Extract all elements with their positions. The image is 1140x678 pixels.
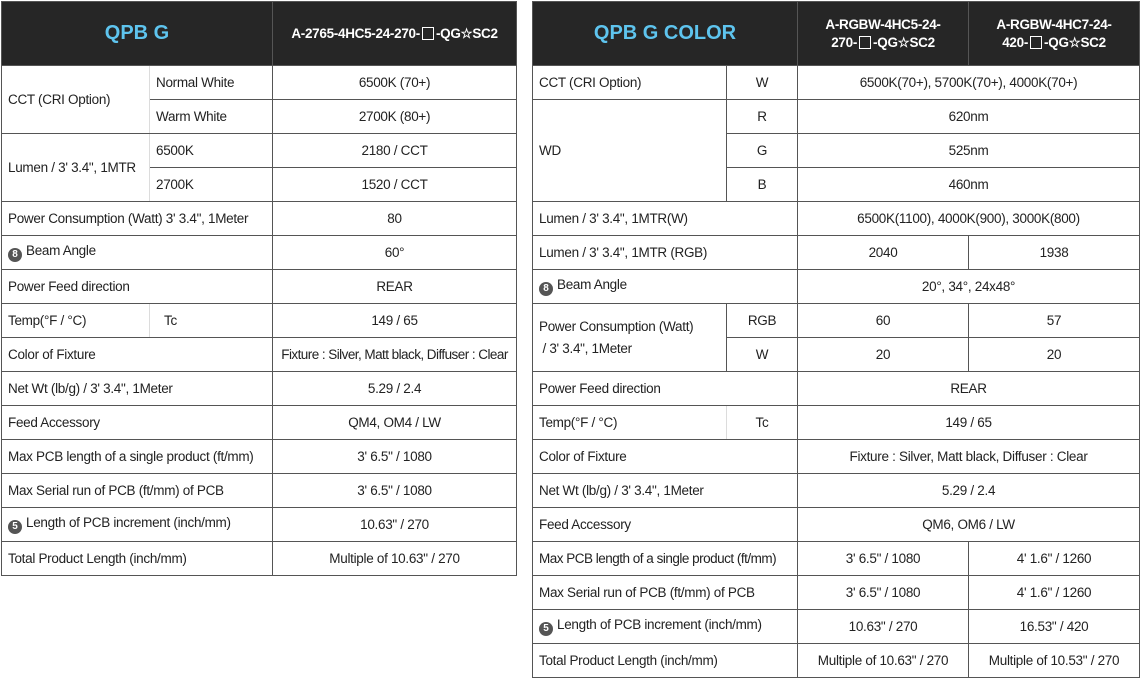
spec-value: Multiple of 10.63" / 270 [273, 542, 517, 576]
number-8-badge-icon: 8 [8, 248, 22, 262]
spec-label: Feed Accessory [533, 508, 798, 542]
table-row [533, 100, 1140, 134]
spec-label: CCT (CRI Option) [533, 66, 727, 100]
spec-label: Total Product Length (inch/mm) [2, 542, 273, 576]
spec-label: Lumen / 3' 3.4", 1MTR(W) [533, 202, 798, 236]
spec-value: 3' 6.5" / 1080 [798, 542, 969, 576]
spec-value: 3' 6.5" / 1080 [273, 474, 517, 508]
number-8-badge-icon: 8 [539, 282, 553, 296]
table-row [2, 542, 517, 576]
table-row [533, 304, 1140, 338]
spec-label-text: Length of PCB increment (inch/mm) [26, 515, 231, 530]
number-5-badge-icon: 5 [8, 520, 22, 534]
spec-value: 57 [969, 304, 1140, 338]
number-5-badge-icon: 5 [539, 622, 553, 636]
spec-sublabel: 2700K [150, 168, 273, 202]
spec-value: Fixture : Silver, Matt black, Diffuser : Clear [273, 338, 517, 372]
table-row [2, 406, 517, 440]
product-code-line1: A-RGBW-4HC5-24- [825, 16, 941, 32]
spec-value: REAR [798, 372, 1140, 406]
spec-label: Color of Fixture [533, 440, 798, 474]
spec-sublabel [150, 304, 273, 338]
spec-value: QM4, OM4 / LW [273, 406, 517, 440]
spec-value: 620nm [798, 100, 1140, 134]
table-row [2, 474, 517, 508]
table-header-row [2, 2, 517, 66]
spec-label [533, 304, 727, 372]
spec-value: Multiple of 10.63" / 270 [798, 644, 969, 678]
spec-label: Max Serial run of PCB (ft/mm) of PCB [2, 474, 273, 508]
spec-label: Temp(°F / °C) [533, 406, 727, 440]
product-code-suffix: -QG☆SC2 [435, 25, 498, 41]
spec-value: 80 [273, 202, 517, 236]
spec-label [533, 610, 798, 644]
spec-value: 5.29 / 2.4 [273, 372, 517, 406]
product-code-suffix: -QG☆SC2 [873, 34, 935, 50]
spec-value: 4' 1.6" / 1260 [969, 542, 1140, 576]
spec-value: 149 / 65 [273, 304, 517, 338]
spec-value: 2040 [798, 236, 969, 270]
spec-value: 10.63" / 270 [273, 508, 517, 542]
product-code-prefix: 420- [1002, 34, 1029, 50]
spec-value: 6500K(70+), 5700K(70+), 4000K(70+) [798, 66, 1140, 100]
spec-sublabel: W [727, 66, 798, 100]
table-row [2, 236, 517, 270]
spec-label: Temp(°F / °C) [2, 304, 150, 338]
table-row [533, 236, 1140, 270]
product-code-2 [969, 2, 1140, 66]
spec-label: Power Consumption (Watt) 3' 3.4", 1Meter [2, 202, 273, 236]
spec-label: Color of Fixture [2, 338, 273, 372]
table-row [2, 338, 517, 372]
spec-value: 6500K(1100), 4000K(900), 3000K(800) [798, 202, 1140, 236]
spec-value: 149 / 65 [798, 406, 1140, 440]
spec-value: QM6, OM6 / LW [798, 508, 1140, 542]
table-row [533, 270, 1140, 304]
product-code-line1: A-RGBW-4HC7-24- [996, 16, 1112, 32]
spec-value: 3' 6.5" / 1080 [273, 440, 517, 474]
spec-value: REAR [273, 270, 517, 304]
spec-value: 20 [969, 338, 1140, 372]
table-row [2, 270, 517, 304]
spec-label: Feed Accessory [2, 406, 273, 440]
spec-label: Total Product Length (inch/mm) [533, 644, 798, 678]
table-row [533, 576, 1140, 610]
table-row [533, 440, 1140, 474]
spec-sublabel: W [727, 338, 798, 372]
table-row [533, 474, 1140, 508]
table-row [2, 508, 517, 542]
product-code [273, 2, 517, 66]
product-code-prefix: 270- [831, 34, 858, 50]
spec-value: 20 [798, 338, 969, 372]
product-code-prefix: A-2765-4HC5-24-270- [291, 25, 420, 41]
spec-label: WD [533, 100, 727, 202]
table-row [533, 66, 1140, 100]
blank-box-icon [422, 27, 434, 40]
spec-sublabel: 6500K [150, 134, 273, 168]
table-title: QPB G COLOR [533, 2, 798, 66]
spec-label-text: Beam Angle [26, 243, 96, 258]
spec-label: Net Wt (lb/g) / 3' 3.4", 1Meter [2, 372, 273, 406]
table-row [2, 66, 517, 100]
spec-value: 5.29 / 2.4 [798, 474, 1140, 508]
spec-value: 60 [798, 304, 969, 338]
table-row [533, 542, 1140, 576]
spec-sublabel: RGB [727, 304, 798, 338]
spec-label: Power Feed direction [2, 270, 273, 304]
spec-label: Power Feed direction [533, 372, 798, 406]
spec-label-line1: Power Consumption (Watt) [539, 318, 694, 334]
blank-box-icon [1030, 36, 1042, 49]
spec-value: 4' 1.6" / 1260 [969, 576, 1140, 610]
spec-value: 525nm [798, 134, 1140, 168]
table-header-row [533, 2, 1140, 66]
spec-value: 1938 [969, 236, 1140, 270]
spec-value: 60° [273, 236, 517, 270]
table-row [533, 406, 1140, 440]
spec-sublabel: R [727, 100, 798, 134]
spec-value: 20°, 34°, 24x48° [798, 270, 1140, 304]
spec-value: Fixture : Silver, Matt black, Diffuser : Clear [798, 440, 1140, 474]
product-code-suffix: -QG☆SC2 [1044, 34, 1106, 50]
spec-value: Multiple of 10.53" / 270 [969, 644, 1140, 678]
spec-label: Max Serial run of PCB (ft/mm) of PCB [533, 576, 798, 610]
table-row [533, 202, 1140, 236]
spec-value: 10.63" / 270 [798, 610, 969, 644]
table-row [533, 372, 1140, 406]
qpb-g-spec-table [1, 1, 517, 576]
spec-label: CCT (CRI Option) [2, 66, 150, 134]
table-row [2, 440, 517, 474]
spec-label: Lumen / 3' 3.4", 1MTR (RGB) [533, 236, 798, 270]
tc-label: Tc [164, 313, 177, 328]
table-title: QPB G [2, 2, 273, 66]
spec-label-line2: / 3' 3.4", 1Meter [539, 340, 632, 356]
spec-label [2, 236, 273, 270]
spec-sublabel: Warm White [150, 100, 273, 134]
spec-sublabel: Normal White [150, 66, 273, 100]
qpb-g-color-spec-table [532, 1, 1140, 678]
spec-value: 6500K (70+) [273, 66, 517, 100]
spec-label: Max PCB length of a single product (ft/mm) [2, 440, 273, 474]
spec-sublabel: G [727, 134, 798, 168]
spec-label-text: Beam Angle [557, 277, 627, 292]
spec-value: 1520 / CCT [273, 168, 517, 202]
spec-value: 460nm [798, 168, 1140, 202]
table-row [2, 304, 517, 338]
spec-label: Max PCB length of a single product (ft/mm) [533, 542, 798, 576]
spec-label: Lumen / 3' 3.4", 1MTR [2, 134, 150, 202]
product-code-1 [798, 2, 969, 66]
spec-sublabel: Tc [727, 406, 798, 440]
spec-label [533, 270, 798, 304]
spec-sublabel: B [727, 168, 798, 202]
table-row [533, 644, 1140, 678]
spec-label-text: Length of PCB increment (inch/mm) [557, 617, 762, 632]
table-row [2, 134, 517, 168]
table-row [2, 202, 517, 236]
spec-value: 3' 6.5" / 1080 [798, 576, 969, 610]
table-row [533, 508, 1140, 542]
spec-label: Net Wt (lb/g) / 3' 3.4", 1Meter [533, 474, 798, 508]
spec-value: 2700K (80+) [273, 100, 517, 134]
spec-value: 16.53" / 420 [969, 610, 1140, 644]
table-row [2, 372, 517, 406]
table-row [533, 610, 1140, 644]
spec-label [2, 508, 273, 542]
blank-box-icon [859, 36, 871, 49]
spec-value: 2180 / CCT [273, 134, 517, 168]
